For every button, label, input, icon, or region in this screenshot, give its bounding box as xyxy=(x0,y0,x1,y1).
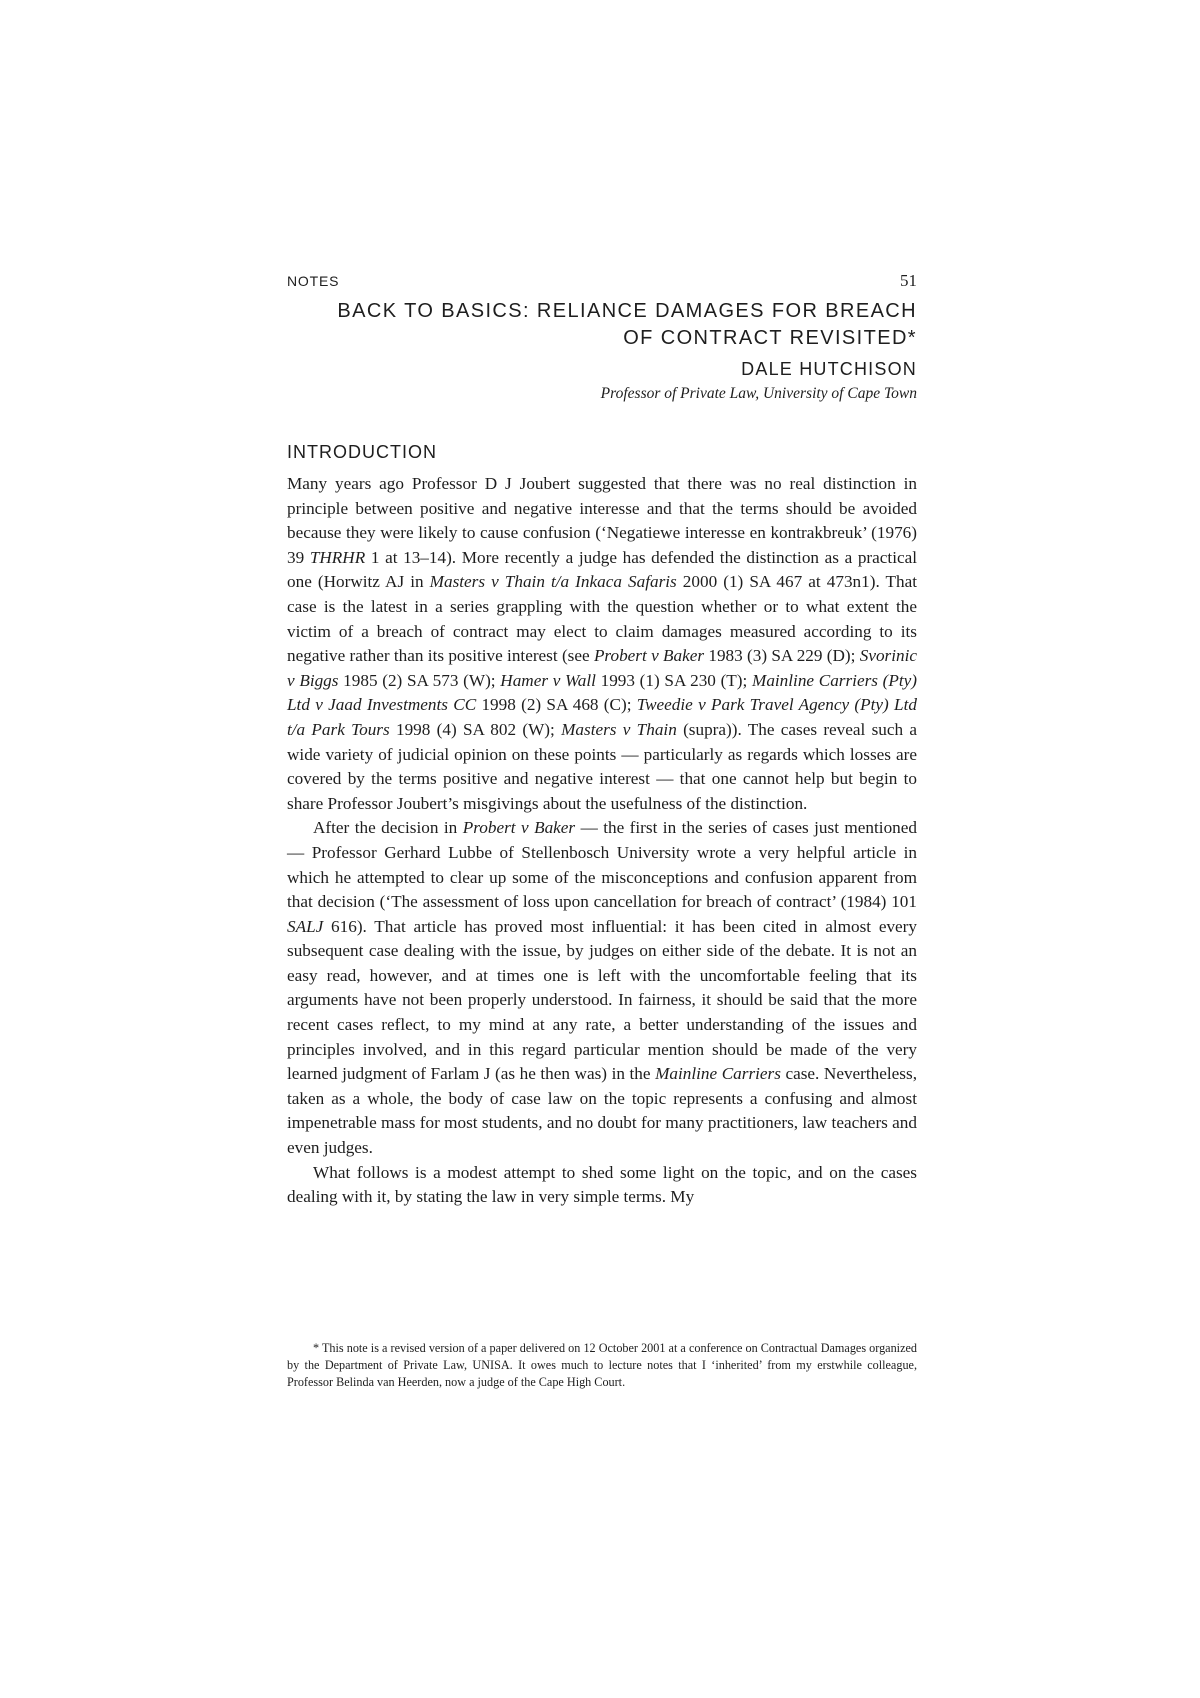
article-page xyxy=(287,272,917,1210)
p2-text: — the first in the series of cases just mentioned — Professor Gerhard Lubbe of Stellenbosch University wrote a very helpful article in which he attempted to clear up some of the misconceptions and confusion apparent from that decision (‘The assessment of loss upon cancellation for breach of contract’ (1984) 101 xyxy=(287,818,917,912)
author-affiliation: Professor of Private Law, University of Cape Town xyxy=(600,385,917,402)
p1-text: 1 at 13–14). More recently a judge has defended the distinction as a practical one (Horwitz AJ in xyxy=(287,547,917,592)
running-head xyxy=(287,272,917,290)
p1-case-mainline-carriers: Mainline Carriers (Pty) Ltd v Jaad Investments CC xyxy=(287,670,917,715)
p2-case-mainline-carriers: Mainline Carriers xyxy=(655,1064,781,1084)
paragraph-2 xyxy=(287,816,917,1160)
paragraph-3: What follows is a modest attempt to shed some light on the topic, and on the cases dealing with it, by stating the law in very simple terms. My xyxy=(287,1162,917,1207)
p2-case-probert-v-baker: Probert v Baker xyxy=(462,818,576,838)
p1-text: 1985 (2) SA 573 (W); xyxy=(338,670,501,690)
p1-case-masters-v-thain: Masters v Thain xyxy=(561,719,677,739)
p1-journal-thrhr: THRHR xyxy=(309,547,366,567)
p1-text: 2000 (1) SA 467 at 473n1). That case is the latest in a series grappling with the question whether or to what extent the victim of a breach of contract may elect to claim damages measured according to its negative rather than its positive interest (see xyxy=(287,572,917,666)
p2-text: case. Nevertheless, taken as a whole, the body of case law on the topic represents a confusing and almost impenetrable mass for most students, and no doubt for many practitioners, law teachers and even judges. xyxy=(287,1064,917,1158)
p1-text: 1998 (4) SA 802 (W); xyxy=(389,719,562,739)
p2-text: After the decision in xyxy=(313,818,463,838)
p1-text: (supra)). The cases reveal such a wide variety of judicial opinion on these points — particularly as regards which losses are covered by the terms positive and negative interest — that one cannot help but begin to share Professor Joubert’s misgivings about the usefulness of the distinction. xyxy=(287,719,918,813)
p1-case-probert-v-baker: Probert v Baker xyxy=(593,646,705,666)
title-block xyxy=(287,298,917,406)
section-label: NOTES xyxy=(287,273,340,289)
article-title-line-2: OF CONTRACT REVISITED* xyxy=(623,327,917,349)
p2-text: 616). That article has proved most influential: it has been cited in almost every subsequent case dealing with the issue, by judges on either side of the debate. It is not an easy read, however, and at times one is left with the uncomfortable feeling that its arguments have not been properly understood. In fairness, it should be said that the more recent cases reflect, to my mind at any rate, a better understanding of the issues and principles involved, and in this regard particular mention should be made of the very learned judgment of Farlam J (as he then was) in the xyxy=(287,916,917,1084)
p1-text: Many years ago Professor D J Joubert suggested that there was no real distinction in principle between positive and negative interesse and that the terms should be avoided because they were likely to cause confusion (‘Negatiewe interesse en kontrakbreuk’ (1976) 39 xyxy=(287,474,917,567)
p1-text: 1993 (1) SA 230 (T); xyxy=(595,670,752,690)
footnote: * This note is a revised version of a paper delivered on 12 October 2001 at a conference on Contractual Damages organized by the Department of Private Law, UNISA. It owes much to lecture notes that I ‘inherited’ from my erstwhile colleague, Professor Belinda van Heerden, now a judge of the Cape High Court. xyxy=(287,1341,917,1389)
p1-text: 1983 (3) SA 229 (D); xyxy=(704,646,860,666)
p1-text: 1998 (2) SA 468 (C); xyxy=(476,695,637,715)
p1-case-tweedie: Tweedie v Park Travel Agency (Pty) Ltd t/a Park Tours xyxy=(287,695,917,739)
page-number: 51 xyxy=(900,271,917,290)
p1-case-masters-v-thain-full: Masters v Thain t/a Inkaca Safaris xyxy=(429,572,677,592)
paragraph-1 xyxy=(287,472,917,816)
author-name: DALE HUTCHISON xyxy=(741,359,917,379)
p1-case-hamer-v-wall: Hamer v Wall xyxy=(500,670,596,690)
p2-journal-salj: SALJ xyxy=(287,916,324,936)
p1-case-svorinic-v-biggs: Svorinic v Biggs xyxy=(287,646,918,690)
section-heading: INTRODUCTION xyxy=(287,442,437,462)
article-title-line-1: BACK TO BASICS: RELIANCE DAMAGES FOR BREACH xyxy=(337,300,917,322)
